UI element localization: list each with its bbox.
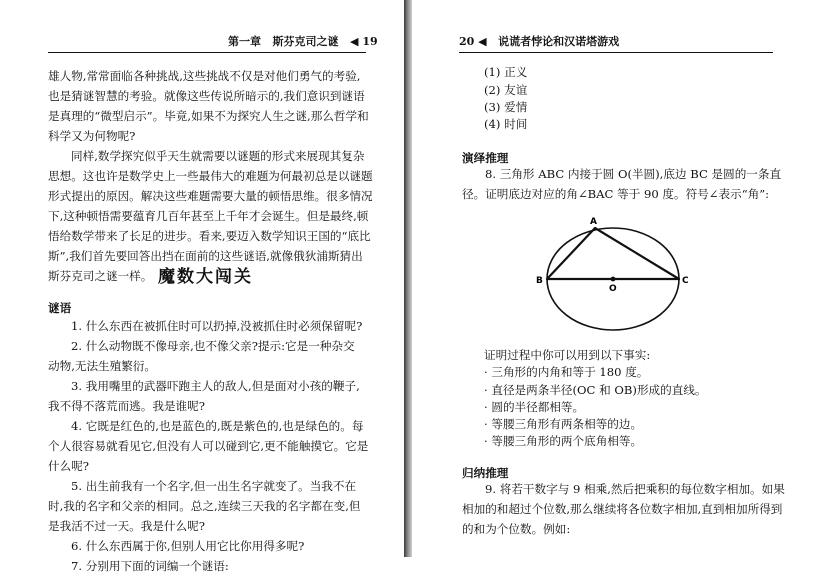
- left-header: [228, 33, 378, 49]
- left-page-number: 19: [362, 35, 378, 48]
- left-header-chapter: 第一章: [228, 35, 261, 48]
- right-header-arrow-icon: ◀: [478, 35, 487, 48]
- left-header-rule: [48, 52, 366, 53]
- fact-item: · 三角形的内角和等于 180 度。: [484, 365, 649, 379]
- riddle-list: 1. 什么东西在被抓住时可以扔掉,没被抓住时必须保留呢? 2. 什么动物既不像母亲,也不像父亲?提示:它是一种杂交 动物,无法生殖繁衍。 3. 我用嘴里的武器吓跑主人的敌人,但是面对小孩的鞭子, 我不得不落荒而逃。我是谁呢? 4. 它既是红色的,也是蓝色的,既是紫色的,也是绿色的。每 个人很容易就看见它,但没有人可以碰到它,更不能触摸它。它是 什么呢? 5. 出生前我有一个名字,但一出生名字就变了。当我不在 时,我的名字和父亲的相同。总之,连续三天我的名字都在变,但 是我活不过一天。我是什么呢? 6. 什么东西属于你,但别人用它比你用得多呢? 7. 分别用下面的词编一个谜语:: [48, 319, 369, 573]
- fact-item: · 直径是两条半径(OC 和 OB)形成的直线。: [484, 383, 707, 397]
- label-b: B: [536, 276, 543, 286]
- proof-intro: 证明过程中你可以用到以下事实:: [484, 348, 651, 362]
- riddle-heading: 谜语: [48, 301, 72, 315]
- label-o: O: [609, 284, 617, 294]
- right-header-book-title: 说谎者悖论和汉诺塔游戏: [498, 35, 620, 48]
- fact-item: · 圆的半径都相等。: [484, 400, 585, 414]
- geometry-figure: [532, 210, 732, 330]
- problem-9: 9. 将若干数字与 9 相乘,然后把乘积的每位数字相加。如果 相加的和超过个位数,那么继续将各位数字相加,直到相加所得到 的和为个位数。例如:: [462, 482, 785, 536]
- intro-paragraph-2: 同样,数学探究似乎天生就需要以谜题的形式来展现其复杂 思想。这也许是数学史上一些最伟大的难题为何最初总是以谜题 形式提出的原因。解决这些难题需要大量的顿悟思维。很多情况 下,这种顿悟需要蕴育几百年甚至上千年才会诞生。但是最终,顿 悟给数学带来了长足的进步。看来,要迈入数学知识王国的“底比 斯”,我们首先要回答出挡在面前的这些谜语,就像俄狄浦斯猜出 斯芬克司之谜一样。: [48, 149, 373, 283]
- left-page: [0, 0, 404, 573]
- right-header: [459, 33, 619, 49]
- label-c: C: [682, 276, 689, 286]
- word-option: (4) 时间: [484, 117, 528, 131]
- book-spine: [404, 0, 412, 557]
- problem-8: 8. 三角形 ABC 内接于圆 O(半圆),底边 BC 是圆的一条直 径。证明底边对应的角∠BAC 等于 90 度。符号∠表示“角”:: [462, 167, 782, 201]
- label-a: A: [590, 217, 597, 227]
- right-page: [412, 0, 820, 557]
- left-header-chapter-title: 斯芬克司之谜: [272, 35, 339, 48]
- word-option: (1) 正义: [484, 65, 528, 79]
- triangle-abc: [547, 228, 679, 279]
- intro-paragraph-1: 雄人物,常常面临各种挑战,这些挑战不仅是对他们勇气的考验, 也是猜谜智慧的考验。就像这些传说所暗示的,我们意识到谜语 是真理的“微型启示”。毕竟,如果不为探究人生之谜,那么哲学和 科学又为何物呢?: [48, 69, 369, 143]
- center-point: [611, 277, 616, 282]
- word-option: (2) 友谊: [484, 83, 528, 97]
- right-page-number: 20: [459, 35, 475, 48]
- right-header-rule: [459, 52, 773, 53]
- section-title: 魔数大闯关: [158, 267, 253, 287]
- word-option: (3) 爱情: [484, 100, 528, 114]
- deduction-heading: 演绎推理: [462, 151, 509, 165]
- left-header-arrow-icon: ◀: [350, 35, 359, 48]
- fact-item: · 等腰三角形的两个底角相等。: [484, 434, 643, 448]
- fact-item: · 等腰三角形有两条相等的边。: [484, 417, 643, 431]
- induction-heading: 归纳推理: [462, 466, 509, 480]
